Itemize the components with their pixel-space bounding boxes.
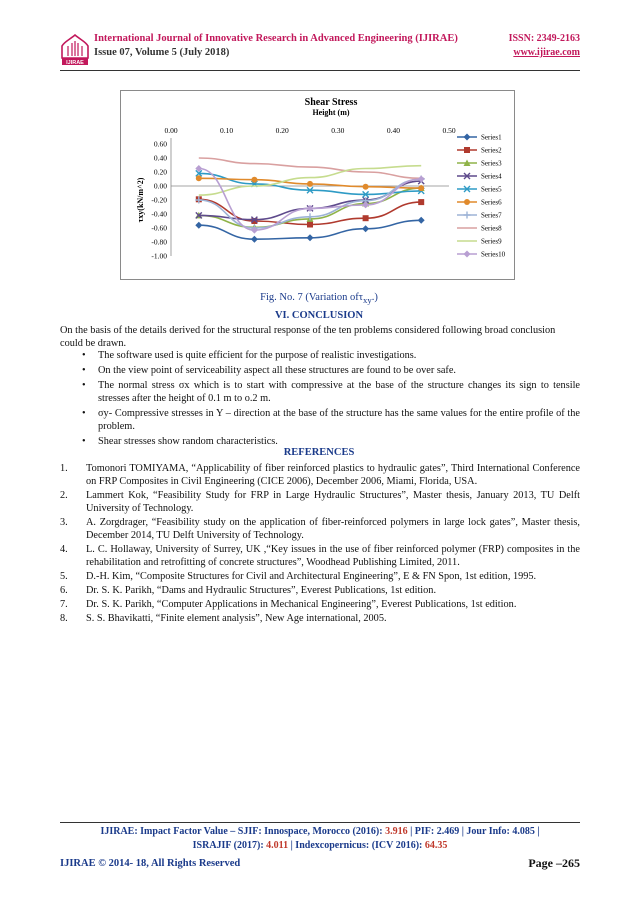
list-item: 4. L. C. Hollaway, University of Surrey, UK ,“Key issues in the use of fiber reinforced polymer (FRP) composites in the rehabilitation and retrofitting of concrete structures”, Woodhead Publishing Limited, 2011.: [60, 544, 580, 568]
legend-label-9: Series9: [481, 237, 502, 246]
x-tick-label: 0.10: [220, 126, 234, 135]
y-tick-label: -0.20: [151, 195, 167, 205]
legend-marker-2: [464, 147, 470, 153]
references-list: [60, 462, 580, 626]
shear-stress-chart: [120, 90, 515, 280]
journal-title: International Journal of Innovative Research in Advanced Engineering (IJIRAE): [94, 33, 458, 44]
y-tick-label: -0.40: [151, 209, 167, 219]
series-point-1: [251, 236, 258, 243]
y-tick-label: 0.00: [153, 181, 167, 191]
legend-label-1: Series1: [481, 133, 502, 142]
series-point-1: [307, 234, 314, 241]
footer-metrics-line1: IJIRAE: Impact Factor Value – SJIF: Innospace, Morocco (2016): 3.916 | PIF: 2.469 | Jour Info: 4.085 |: [100, 826, 540, 837]
journal-logo-icon: [60, 32, 90, 66]
y-tick-label: -0.80: [151, 237, 167, 247]
issue-info: Issue 07, Volume 5 (July 2018): [94, 47, 230, 58]
journal-header: [60, 32, 580, 68]
x-tick-label: 0.00: [164, 126, 178, 135]
series-point-1: [195, 222, 202, 229]
y-tick-label: 0.40: [153, 153, 167, 163]
series-point-6: [307, 181, 313, 187]
y-tick-label: 0.60: [153, 139, 167, 149]
legend-label-5: Series5: [481, 185, 502, 194]
list-item: • The normal stress σx which is to start with compressive at the base of the structure changes its sign to tensile stresses after the height of 0.1 m to o.2 m.: [82, 380, 580, 404]
caption-text: Fig. No. 7 (Variation of: [260, 292, 359, 303]
logo-label: IJIRAE: [66, 60, 84, 66]
legend-label-8: Series8: [481, 224, 502, 233]
x-axis-label: Height (m): [312, 108, 350, 117]
list-item: 6. Dr. S. K. Parikh, “Dams and Hydraulic Structures”, Everest Publications, 1st edition.: [60, 585, 437, 596]
list-item: • The software used is quite efficient for the purpose of realistic investigations.: [82, 350, 417, 361]
chart-canvas: [121, 91, 514, 279]
legend-marker-7: [464, 212, 471, 219]
list-item: 2. Lammert Kok, “Feasibility Study for FRP in Large Hydraulic Structures”, Master thesis, January 2013, TU Delft University of Technology.: [60, 490, 580, 514]
list-item: 3. A. Zorgdrager, “Feasibility study on the application of fiber-reinforced polymers in large lock gates”, Master thesis, December 2014, TU Delft University of Technology.: [60, 517, 580, 541]
references-heading: REFERENCES: [283, 447, 355, 458]
y-tick-label: -0.60: [151, 223, 167, 233]
issn: ISSN: 2349-2163: [508, 33, 580, 44]
legend-label-4: Series4: [481, 172, 502, 181]
x-tick-label: 0.30: [331, 126, 345, 135]
list-item: • On the view point of serviceability aspect all these structures are found to be over safe.: [82, 365, 456, 376]
y-axis-label: τxy(kN/m^2): [136, 177, 145, 223]
series-point-2: [418, 199, 424, 205]
footer-divider: [60, 822, 580, 823]
chart-title: Shear Stress: [304, 97, 358, 108]
caption-symbol: τ: [358, 292, 363, 303]
series-point-6: [418, 185, 424, 191]
series-point-6: [363, 184, 369, 190]
series-point-2: [363, 215, 369, 221]
legend-label-10: Series10: [481, 250, 506, 259]
legend-label-7: Series7: [481, 211, 502, 220]
series-point-1: [418, 217, 425, 224]
list-item: 8. S. S. Bhavikatti, “Finite element analysis”, New Age international, 2005.: [60, 613, 387, 624]
caption-end: .): [371, 292, 378, 303]
legend-marker-10: [464, 251, 471, 258]
legend-label-6: Series6: [481, 198, 502, 207]
conclusion-intro: On the basis of the details derived for the structural response of the ten problems considered following broad conclusion could be drawn.: [60, 325, 556, 349]
y-tick-label: -1.00: [151, 251, 167, 261]
conclusion-bullets: [80, 349, 580, 450]
series-point-1: [362, 225, 369, 232]
list-item: 5. D.-H. Kim, “Composite Structures for Civil and Architectural Engineering”, E & FN Spon, 1st edition, 1995.: [60, 571, 537, 582]
footer-metrics-line2: ISRAJIF (2017): 4.011 | Indexcopernicus: (ICV 2016): 64.35: [192, 840, 448, 851]
x-tick-label: 0.50: [442, 126, 456, 135]
series-point-6: [251, 177, 257, 183]
page-number: Page –265: [528, 856, 580, 870]
y-tick-label: 0.20: [153, 167, 167, 177]
journal-url-link[interactable]: www.ijirae.com: [513, 47, 580, 58]
x-tick-label: 0.40: [386, 126, 400, 135]
legend-label-2: Series2: [481, 146, 502, 155]
figure-caption: [0, 292, 638, 305]
series-point-2: [307, 222, 313, 228]
legend-marker-1: [464, 134, 471, 141]
caption-subscript: xy: [362, 295, 372, 306]
x-tick-label: 0.20: [275, 126, 289, 135]
header-divider: [60, 70, 580, 71]
series-point-6: [196, 175, 202, 181]
legend-marker-6: [464, 199, 470, 205]
list-item: 7. Dr. S. K. Parikh, “Computer Applications in Mechanical Engineering”, Everest Publications, 1st edition.: [60, 599, 517, 610]
list-item: 1. Tomonori TOMIYAMA, “Applicability of fiber reinforced plastics to hydraulic gates”, Third International Conference on FRP Composites in Civil Engineering (CICE 2006), December 2006, Miami, Florida, USA.: [60, 463, 580, 487]
conclusion-heading: VI. CONCLUSION: [274, 310, 364, 321]
copyright: IJIRAE © 2014- 18, All Rights Reserved: [60, 858, 241, 869]
legend-label-3: Series3: [481, 159, 502, 168]
list-item: • Shear stresses show random characteristics.: [82, 436, 278, 447]
list-item: • σy- Compressive stresses in Y – direction at the base of the structure has the same values for the entire profile of the problem.: [82, 408, 580, 432]
